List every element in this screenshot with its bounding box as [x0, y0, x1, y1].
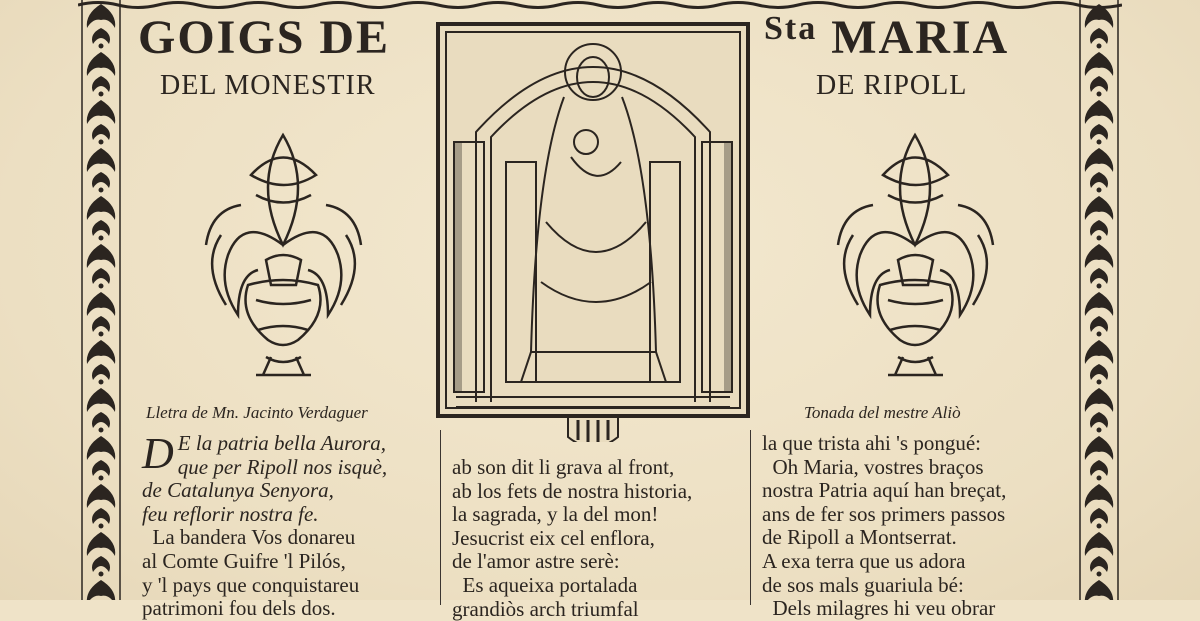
column-divider	[440, 430, 441, 605]
title-right: $^{Sta}$ MARIA	[764, 10, 1010, 64]
top-ornament-band	[78, 0, 1122, 10]
subtitle-right: DE RIPOLL	[816, 70, 968, 101]
verse-column-2: ab son dit li grava al front, ab los fets de nostra historia, la sagrada, y la del mon! Jesucrist eix cel enflora, de l'amor astre serè: Es aqueixa portalada grandiòs arch triumfal	[452, 455, 693, 621]
title-sta: Sta	[764, 10, 818, 47]
verse-text: La bandera Vos donareu al Comte Guifre 'l Pilós, y 'l pays que conquistareu patrimoni fou dels dos.	[142, 525, 360, 621]
lyrics-credit: Lletra de Mn. Jacinto Verdaguer	[146, 403, 368, 422]
verse-column-3: la que trista ahi 's pongué: Oh Maria, vostres braços nostra Patria aquí han breçat, ans de fer sos primers passos de Ripoll a Montserrat. A exa terra que us adora de sos mals guariula bé: Dels milagres hi veu obrar	[762, 431, 1007, 621]
flower-vase-icon	[828, 125, 1003, 385]
drop-cap: D	[142, 429, 174, 478]
column-divider	[750, 430, 751, 605]
refrain-text: E la patria bella Aurora, que per Ripoll nos isquè, de Catalunya Senyora, feu reflorir nostra fe.	[142, 431, 388, 526]
flower-vase-icon	[196, 125, 371, 385]
title-left: GOIGS DE	[138, 11, 391, 64]
left-ornamental-border-icon	[78, 0, 124, 600]
music-credit: Tonada del mestre Aliò	[804, 403, 961, 422]
verse-column-1	[142, 429, 388, 621]
subtitle-left: DEL MONESTIR	[160, 70, 376, 101]
madonna-woodcut-icon	[436, 22, 750, 442]
right-ornamental-border-icon	[1076, 0, 1122, 600]
